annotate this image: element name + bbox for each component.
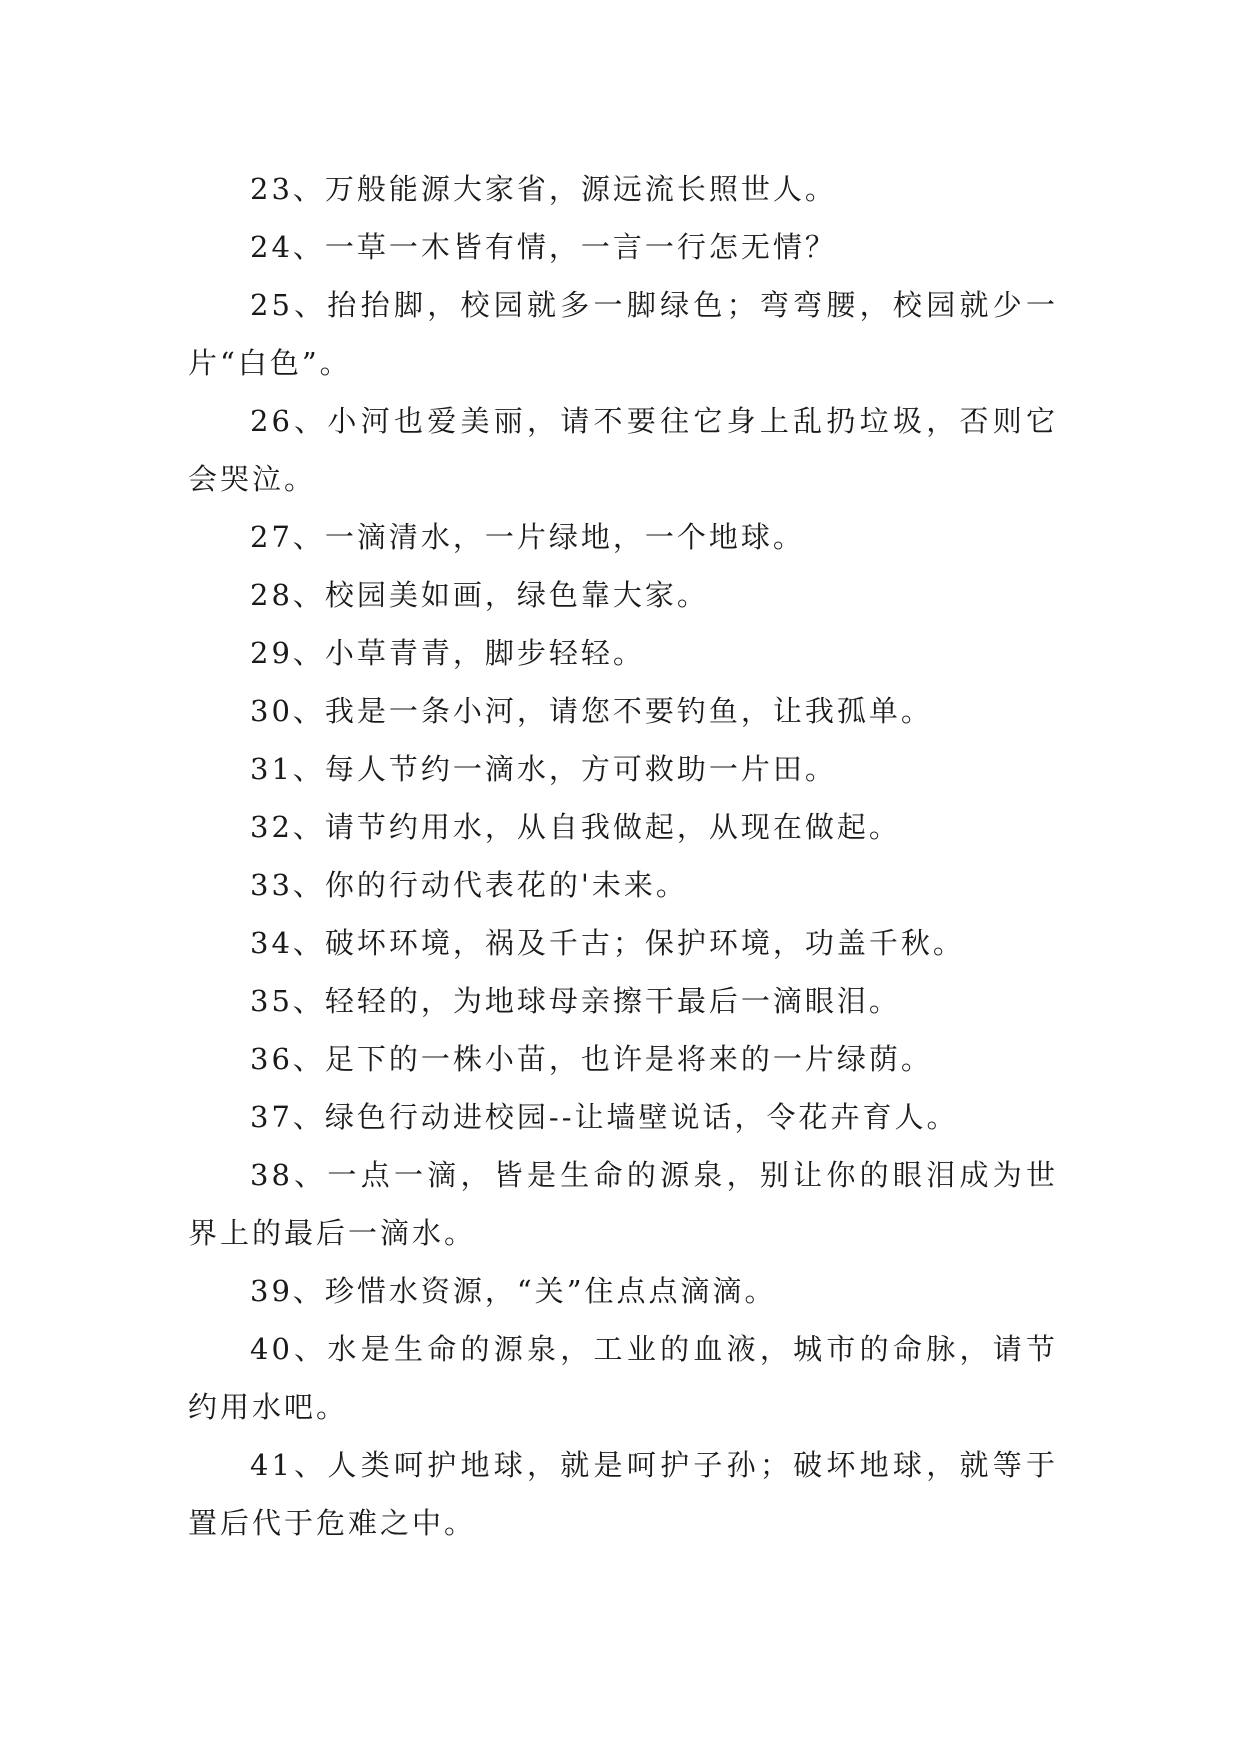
document-body: [188, 160, 1058, 1552]
paragraph-23: 23、万般能源大家省，源远流长照世人。: [250, 172, 837, 206]
paragraph-38: 38、一点一滴，皆是生命的源泉，别让你的眼泪成为世界上的最后一滴水。: [188, 1158, 1058, 1250]
paragraph-36: 36、足下的一株小苗，也许是将来的一片绿荫。: [250, 1042, 933, 1076]
paragraph-33: 33、你的行动代表花的'未来。: [250, 868, 688, 902]
paragraph-28: 28、校园美如画，绿色靠大家。: [250, 578, 709, 612]
paragraph-35: 35、轻轻的，为地球母亲擦干最后一滴眼泪。: [250, 984, 901, 1018]
paragraph-25: 25、抬抬脚，校园就多一脚绿色；弯弯腰，校园就少一片“白色”。: [188, 288, 1058, 380]
paragraph-40: 40、水是生命的源泉，工业的血液，城市的命脉，请节约用水吧。: [188, 1332, 1058, 1424]
paragraph-30: 30、我是一条小河，请您不要钓鱼，让我孤单。: [250, 694, 933, 728]
paragraph-32: 32、请节约用水，从自我做起，从现在做起。: [250, 810, 901, 844]
paragraph-29: 29、小草青青，脚步轻轻。: [250, 636, 645, 670]
paragraph-27: 27、一滴清水，一片绿地，一个地球。: [250, 520, 805, 554]
paragraph-34: 34、破坏环境，祸及千古；保护环境，功盖千秋。: [250, 926, 965, 960]
paragraph-31: 31、每人节约一滴水，方可救助一片田。: [250, 752, 837, 786]
paragraph-41: 41、人类呵护地球，就是呵护子孙；破坏地球，就等于置后代于危难之中。: [188, 1448, 1058, 1540]
paragraph-26: 26、小河也爱美丽，请不要往它身上乱扔垃圾，否则它会哭泣。: [188, 404, 1058, 496]
paragraph-39: 39、珍惜水资源，“关”住点点滴滴。: [250, 1274, 777, 1308]
paragraph-37: 37、绿色行动进校园--让墙壁说话，令花卉育人。: [250, 1100, 959, 1134]
paragraph-24: 24、一草一木皆有情，一言一行怎无情？: [250, 230, 837, 264]
